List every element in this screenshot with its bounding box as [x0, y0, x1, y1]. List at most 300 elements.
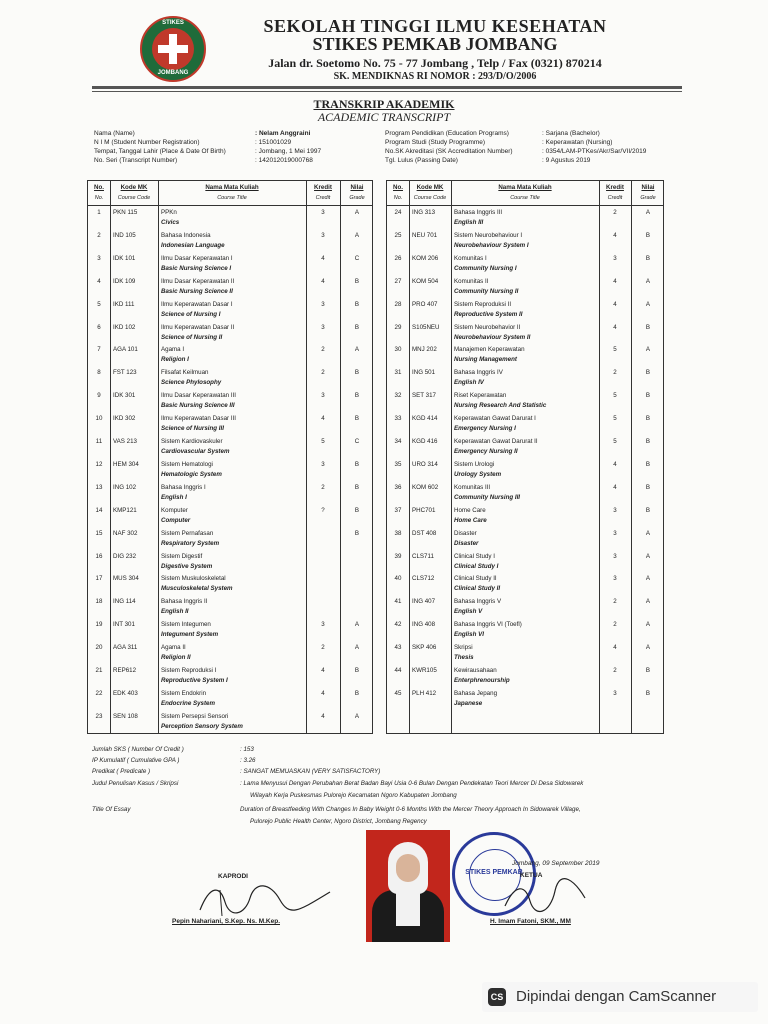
transcript-title: TRANSKRIP AKADEMIK [313, 97, 455, 111]
course-code: NAF 302 [113, 529, 138, 537]
gpa-value: : 3.26 [240, 757, 256, 764]
course-title-en: Nursing Research And Statistic [454, 402, 547, 410]
course-no: 20 [95, 644, 103, 652]
course-no: 24 [394, 209, 402, 216]
course-name: Keperawatan Gawat Darurat I [454, 415, 536, 423]
table-row [88, 573, 372, 596]
table-header [88, 181, 372, 206]
table-row [387, 299, 663, 322]
table-row [387, 322, 663, 345]
course-credit: 5 [613, 346, 617, 354]
table-row [88, 299, 372, 322]
header-name: Nama Mata Kuliah [498, 184, 552, 191]
table-row [88, 253, 372, 276]
course-credit: ? [321, 506, 325, 514]
course-credit: 3 [321, 300, 325, 308]
course-no: 41 [394, 598, 402, 606]
course-credit: 3 [613, 689, 617, 697]
table-row [88, 413, 372, 436]
course-credit: 3 [321, 209, 325, 216]
header-code-en: Course Code [413, 195, 447, 201]
table-row [88, 505, 372, 528]
course-title-en: Japanese [454, 699, 483, 707]
header-rule-thin [92, 91, 682, 92]
course-no: 23 [95, 712, 103, 720]
course-credit: 4 [613, 231, 617, 239]
table-row [88, 619, 372, 642]
table-header [387, 181, 663, 206]
course-grade: B [354, 689, 360, 697]
course-no: 17 [95, 575, 103, 583]
course-title-en: Basic Nursing Science II [161, 287, 233, 295]
course-code: REP612 [113, 667, 137, 674]
course-no: 5 [97, 300, 101, 308]
course-credit: 4 [613, 483, 617, 491]
course-grade: A [354, 346, 360, 354]
table-row [387, 551, 663, 574]
header-credit: Kredit [606, 184, 624, 191]
course-grade: B [354, 369, 360, 377]
course-name: Komputer [161, 506, 188, 514]
course-title-en: Civics [161, 219, 180, 226]
table-row [387, 505, 663, 528]
course-no: 18 [95, 598, 103, 606]
course-name: Komunitas I [454, 254, 487, 262]
course-name: Sistem Kardiovaskuler [161, 438, 223, 445]
course-no: 42 [394, 621, 402, 629]
course-name: Ilmu Keperawatan Dasar II [161, 323, 235, 331]
course-no: 32 [394, 392, 402, 400]
course-code: PKN 115 [113, 209, 138, 216]
course-credit: 4 [613, 644, 617, 652]
course-code: ING 501 [412, 369, 436, 377]
table-row [88, 436, 372, 459]
course-name: Bahasa Inggris I [161, 483, 206, 491]
table-row [88, 230, 372, 253]
course-no: 43 [394, 644, 402, 652]
course-grade: B [645, 438, 651, 445]
course-grade: B [645, 689, 651, 697]
course-name: Bahasa Jepang [454, 689, 498, 697]
course-name: Bahasa Indonesia [161, 231, 211, 239]
course-credit: 5 [613, 392, 617, 400]
logo-top-text: STIKES [162, 20, 184, 26]
course-no: 26 [394, 254, 402, 262]
course-no: 8 [97, 369, 101, 377]
student-photo [366, 830, 450, 942]
table-row [387, 459, 663, 482]
student-info-left-values [255, 129, 321, 165]
table-row [387, 596, 663, 619]
course-grade: B [354, 300, 360, 308]
ketua-label: KETUA [520, 872, 543, 879]
course-credit: 4 [321, 712, 325, 720]
kaprodi-label: KAPRODI [218, 873, 248, 880]
course-code: IKD 302 [113, 415, 136, 423]
course-name: Ilmu Dasar Keperawatan I [161, 254, 233, 262]
course-title-en: Science of Nursing II [161, 333, 223, 341]
course-grade: B [354, 667, 360, 674]
course-code: KGD 414 [412, 415, 438, 423]
course-credit: 3 [613, 529, 617, 537]
header-credit-en: Credit [607, 195, 623, 201]
table-row [88, 322, 372, 345]
course-no: 1 [97, 209, 101, 216]
course-code: IDK 101 [113, 254, 136, 262]
info-label: No.SK Akreditasi (SK Accreditation Number) [385, 148, 513, 155]
course-no: 3 [97, 254, 101, 262]
course-code: EDK 403 [113, 689, 138, 697]
course-credit: 2 [613, 209, 617, 216]
course-name: Ilmu Dasar Keperawatan II [161, 277, 235, 285]
ketua-name: H. Imam Fatoni, SKM., MM [490, 918, 571, 925]
course-name: Bahasa Inggris III [454, 209, 503, 216]
table-row [387, 528, 663, 551]
course-credit: 4 [613, 460, 617, 468]
course-title-en: Disaster [454, 539, 479, 547]
course-credit: 3 [321, 392, 325, 400]
course-grade: C [354, 254, 360, 262]
table-row [387, 436, 663, 459]
info-label: Program Studi (Study Programme) [385, 139, 486, 146]
course-title-en: Home Care [454, 516, 487, 524]
camscanner-badge [482, 982, 758, 1012]
course-name: Sistem Neurobehavior II [454, 323, 521, 331]
course-title-en: Emergency Nursing I [454, 425, 516, 433]
header-name-en: Course Title [217, 195, 247, 201]
course-grade: A [645, 644, 651, 652]
header-grade-en: Grade [349, 195, 365, 201]
course-code: KWR105 [412, 667, 437, 674]
course-credit: 2 [613, 621, 617, 629]
course-code: MNJ 202 [412, 346, 437, 354]
course-title-en: Integument System [161, 631, 219, 639]
course-grade: A [645, 598, 651, 606]
course-grade: B [354, 460, 360, 468]
course-grade: A [645, 621, 651, 629]
header-code: Kode MK [416, 184, 444, 191]
course-code: URO 314 [412, 460, 438, 468]
logo-bottom-text: JOMBANG [157, 70, 189, 76]
course-title-en: Perception Sensory System [161, 722, 243, 730]
course-title-en: Religion II [161, 654, 191, 662]
student-info-right-values [542, 129, 646, 165]
course-code: CLS711 [412, 552, 434, 560]
course-code: VAS 213 [113, 438, 137, 445]
course-code: SEN 108 [113, 712, 138, 720]
ketua-signature [500, 876, 590, 916]
course-grade: A [645, 575, 651, 583]
signature-date: Jombang, 09 September 2019 [512, 860, 600, 867]
course-no: 13 [95, 483, 103, 491]
table-row [88, 390, 372, 413]
course-title-en: Clinical Study I [454, 562, 499, 570]
table-row [387, 482, 663, 505]
course-credit: 4 [321, 415, 325, 423]
course-grade: B [645, 460, 651, 468]
thesis-title-en-2: Pulorejo Public Health Center, Ngoro District, Jombang Regency [250, 818, 427, 825]
info-label: Program Pendidikan (Education Programs) [385, 130, 509, 137]
course-name: Bahasa Inggris VI (Toefl) [454, 621, 522, 629]
course-credit: 4 [321, 254, 325, 262]
course-name: Riset Keperawatan [454, 392, 507, 400]
course-no: 37 [394, 506, 402, 514]
info-value: : Sarjana (Bachelor) [542, 130, 600, 137]
course-credit: 3 [613, 254, 617, 262]
course-name: Sistem Digestif [161, 552, 203, 560]
table-row [88, 688, 372, 711]
header-name: Nama Mata Kuliah [205, 184, 259, 191]
camscanner-label: Dipindai dengan CamScanner [516, 988, 717, 1005]
course-grade: B [645, 415, 651, 423]
course-title-en: Basic Nursing Science I [161, 264, 232, 272]
course-no: 27 [394, 277, 402, 285]
course-no: 2 [97, 231, 101, 239]
course-code: IND 105 [113, 231, 136, 239]
course-no: 12 [95, 460, 103, 468]
course-no: 44 [394, 667, 402, 674]
course-credit: 2 [321, 644, 325, 652]
course-code: AGA 311 [113, 644, 138, 652]
course-title-en: Community Nursing III [454, 493, 521, 501]
course-code: FST 123 [113, 369, 137, 377]
course-name: Ilmu Dasar Keperawatan III [161, 392, 236, 400]
table-row [387, 619, 663, 642]
course-title-en: Cardiovascular System [161, 448, 230, 455]
course-code: KMP121 [113, 506, 137, 514]
table-row [88, 459, 372, 482]
course-grade: B [645, 369, 651, 377]
credits-value: : 153 [240, 746, 254, 753]
course-no: 30 [394, 346, 402, 354]
course-no: 19 [95, 621, 103, 629]
course-credit: 2 [613, 369, 617, 377]
stamp-text: STIKES PEMKAB [465, 869, 523, 876]
course-no: 10 [95, 415, 103, 423]
course-name: Bahasa Inggris V [454, 598, 502, 606]
course-code: ING 114 [113, 598, 136, 606]
credits-label: Jumlah SKS ( Number Of Credit ) [92, 746, 184, 753]
course-grade: B [354, 506, 360, 514]
course-name: Sistem Persepsi Sensori [161, 712, 229, 720]
info-value: : Jombang, 1 Mei 1997 [255, 148, 322, 155]
course-code: MUS 304 [113, 575, 139, 583]
course-name: Sistem Hematologi [161, 460, 213, 468]
course-title-en: Indonesian Language [161, 241, 225, 249]
info-value: : Keperawatan (Nursing) [542, 139, 613, 146]
course-grade: A [354, 644, 360, 652]
course-credit: 2 [321, 483, 325, 491]
info-value: : 9 Agustus 2019 [542, 157, 591, 164]
course-grade: B [354, 483, 360, 491]
thesis-title-id-1: : Lama Menyusui Dengan Perubahan Berat Badan Bayi Usia 0-6 Bulan Dengan Pendekatan Teori Mercer Di Desa Sidowarek [240, 780, 584, 787]
course-credit: 5 [613, 438, 617, 445]
course-no: 39 [394, 552, 402, 560]
course-code: IDK 301 [113, 392, 136, 400]
course-code: DST 408 [412, 529, 437, 537]
thesis-title-en-1: Duration of Breastfeeding With Changes In Baby Weight 0-6 Months With the Mercer Theory Approach In Sidowarek Village, [240, 806, 581, 813]
course-title-en: Thesis [454, 654, 474, 662]
course-credit: 2 [321, 346, 325, 354]
table-row [387, 688, 663, 711]
course-name: Sistem Muskuloskeletal [161, 575, 226, 583]
table-row [88, 665, 372, 688]
course-title-en: Reproductive System II [454, 310, 523, 318]
course-grade: C [354, 438, 360, 445]
course-name: Sistem Urologi [454, 460, 495, 468]
course-title-en: Enterphrenourship [454, 677, 510, 684]
student-info-left [94, 129, 226, 165]
course-name: Bahasa Inggris II [161, 598, 208, 606]
course-credit: 2 [613, 667, 617, 674]
camscanner-icon: CS [488, 988, 506, 1006]
course-credit: 3 [321, 460, 325, 468]
institution-line1: SEKOLAH TINGGI ILMU KESEHATAN [263, 16, 607, 36]
course-credit: 4 [321, 667, 325, 674]
course-no: 14 [95, 506, 103, 514]
course-no: 45 [394, 689, 402, 697]
course-grade: A [645, 300, 651, 308]
course-code: ING 408 [412, 621, 436, 629]
course-name: Sistem Pernafasan [161, 529, 214, 537]
course-title-en: Neurobehaviour System II [454, 333, 531, 341]
course-credit: 3 [321, 323, 325, 331]
course-grade: B [354, 415, 360, 423]
course-name: Komunitas II [454, 277, 489, 285]
course-grade: B [645, 392, 651, 400]
course-name: Sistem Integumen [161, 621, 211, 629]
course-grade: A [645, 529, 651, 537]
course-no: 11 [95, 438, 103, 445]
course-name: Komunitas III [454, 483, 491, 491]
student-info-right [385, 129, 513, 165]
table-row [387, 276, 663, 299]
table-row [387, 367, 663, 390]
info-label: Nama (Name) [94, 130, 135, 137]
course-credit: 4 [321, 277, 325, 285]
course-no: 9 [97, 392, 101, 400]
table-row [88, 482, 372, 505]
header-name-en: Course Title [510, 195, 540, 201]
course-grade: A [645, 209, 651, 216]
course-no: 21 [95, 667, 103, 674]
course-credit: 2 [321, 369, 325, 377]
course-credit: 3 [321, 231, 325, 239]
course-name: Home Care [454, 506, 486, 514]
course-title-en: Community Nursing I [454, 264, 517, 272]
transcript-title-en: ACADEMIC TRANSCRIPT [317, 110, 451, 124]
course-title-en: English III [454, 219, 484, 226]
course-name: Kewirausahaan [454, 667, 497, 674]
course-title-en: Science of Nursing I [161, 310, 221, 318]
course-code: SET 317 [412, 392, 436, 400]
course-title-en: Respiratory System [161, 539, 220, 547]
course-grade: B [354, 392, 360, 400]
info-label: Tgl. Lulus (Passing Date) [385, 157, 458, 164]
course-name: Agama II [161, 644, 186, 652]
header-no: No. [393, 184, 403, 191]
table-row [88, 367, 372, 390]
course-credit: 4 [613, 300, 617, 308]
course-no: 4 [97, 277, 101, 285]
course-name: Sistem Endokrin [161, 689, 207, 697]
course-title-en: Nursing Management [454, 356, 517, 364]
header-no-en: No. [393, 195, 403, 201]
course-name: Sistem Neurobehaviour I [454, 231, 523, 239]
course-name: Agama I [161, 346, 185, 354]
table-row [387, 207, 663, 230]
course-grade: A [354, 231, 360, 239]
course-code: PLH 412 [412, 689, 437, 697]
course-name: Sistem Reproduksi I [161, 667, 217, 674]
stikes-logo [140, 16, 206, 82]
course-credit: 5 [321, 438, 325, 445]
course-code: KOM 504 [412, 277, 439, 285]
course-grade: B [354, 323, 360, 331]
course-code: IKD 102 [113, 323, 136, 331]
course-title-en: English VI [454, 631, 484, 639]
course-title-en: Digestive System [161, 562, 213, 570]
course-grade: B [645, 483, 651, 491]
course-no: 15 [95, 529, 103, 537]
header-grade-en: Grade [640, 195, 656, 201]
course-no: 40 [394, 575, 402, 583]
institution-decree: SK. MENDIKNAS RI NOMOR : 293/D/O/2006 [333, 71, 537, 82]
course-name: Bahasa Inggris IV [454, 369, 503, 377]
table-row [88, 276, 372, 299]
header-grade: Nilai [641, 184, 655, 191]
header-rule-thick [92, 86, 682, 89]
kaprodi-signature [190, 880, 340, 918]
course-no: 36 [394, 483, 402, 491]
kaprodi-name: Pepin Nahariani, S.Kep. Ns. M.Kep. [172, 918, 280, 925]
course-grade: A [354, 209, 360, 216]
course-code: KOM 602 [412, 483, 439, 491]
info-label: Tempat, Tanggal Lahir (Place & Date Of Birth) [94, 148, 226, 155]
table-row [88, 596, 372, 619]
thesis-label: Judul Penulisan Kasus / Skripsi [92, 780, 179, 787]
course-no: 6 [97, 323, 101, 331]
course-no: 29 [394, 323, 402, 331]
course-table-right [386, 180, 664, 734]
table-row [88, 344, 372, 367]
course-name: Manajemen Keperawatan [454, 346, 525, 354]
course-code: ING 313 [412, 209, 436, 216]
course-no: 7 [97, 346, 101, 354]
course-no: 35 [394, 460, 402, 468]
header-grade: Nilai [350, 184, 364, 191]
course-name: Skripsi [454, 644, 473, 652]
course-code: PRO 407 [412, 300, 438, 308]
course-credit: 3 [321, 621, 325, 629]
course-title-en: Musculoskeletal System [161, 585, 233, 593]
institution-line2: STIKES PEMKAB JOMBANG [312, 34, 558, 54]
course-name: Ilmu Keperawatan Dasar III [161, 415, 236, 423]
course-no: 33 [394, 415, 402, 423]
course-title-en: English II [161, 608, 189, 616]
course-credit: 3 [613, 575, 617, 583]
course-no: 25 [394, 231, 402, 239]
info-value: : Nelam Anggraini [255, 130, 311, 137]
course-credit: 4 [613, 277, 617, 285]
course-name: Sistem Reproduksi II [454, 300, 512, 308]
course-credit: 5 [613, 415, 617, 423]
course-title-en: English V [454, 608, 483, 616]
course-no: 31 [394, 369, 402, 377]
table-row [387, 344, 663, 367]
course-credit: 3 [613, 506, 617, 514]
course-name: Clinical Study I [454, 552, 495, 560]
